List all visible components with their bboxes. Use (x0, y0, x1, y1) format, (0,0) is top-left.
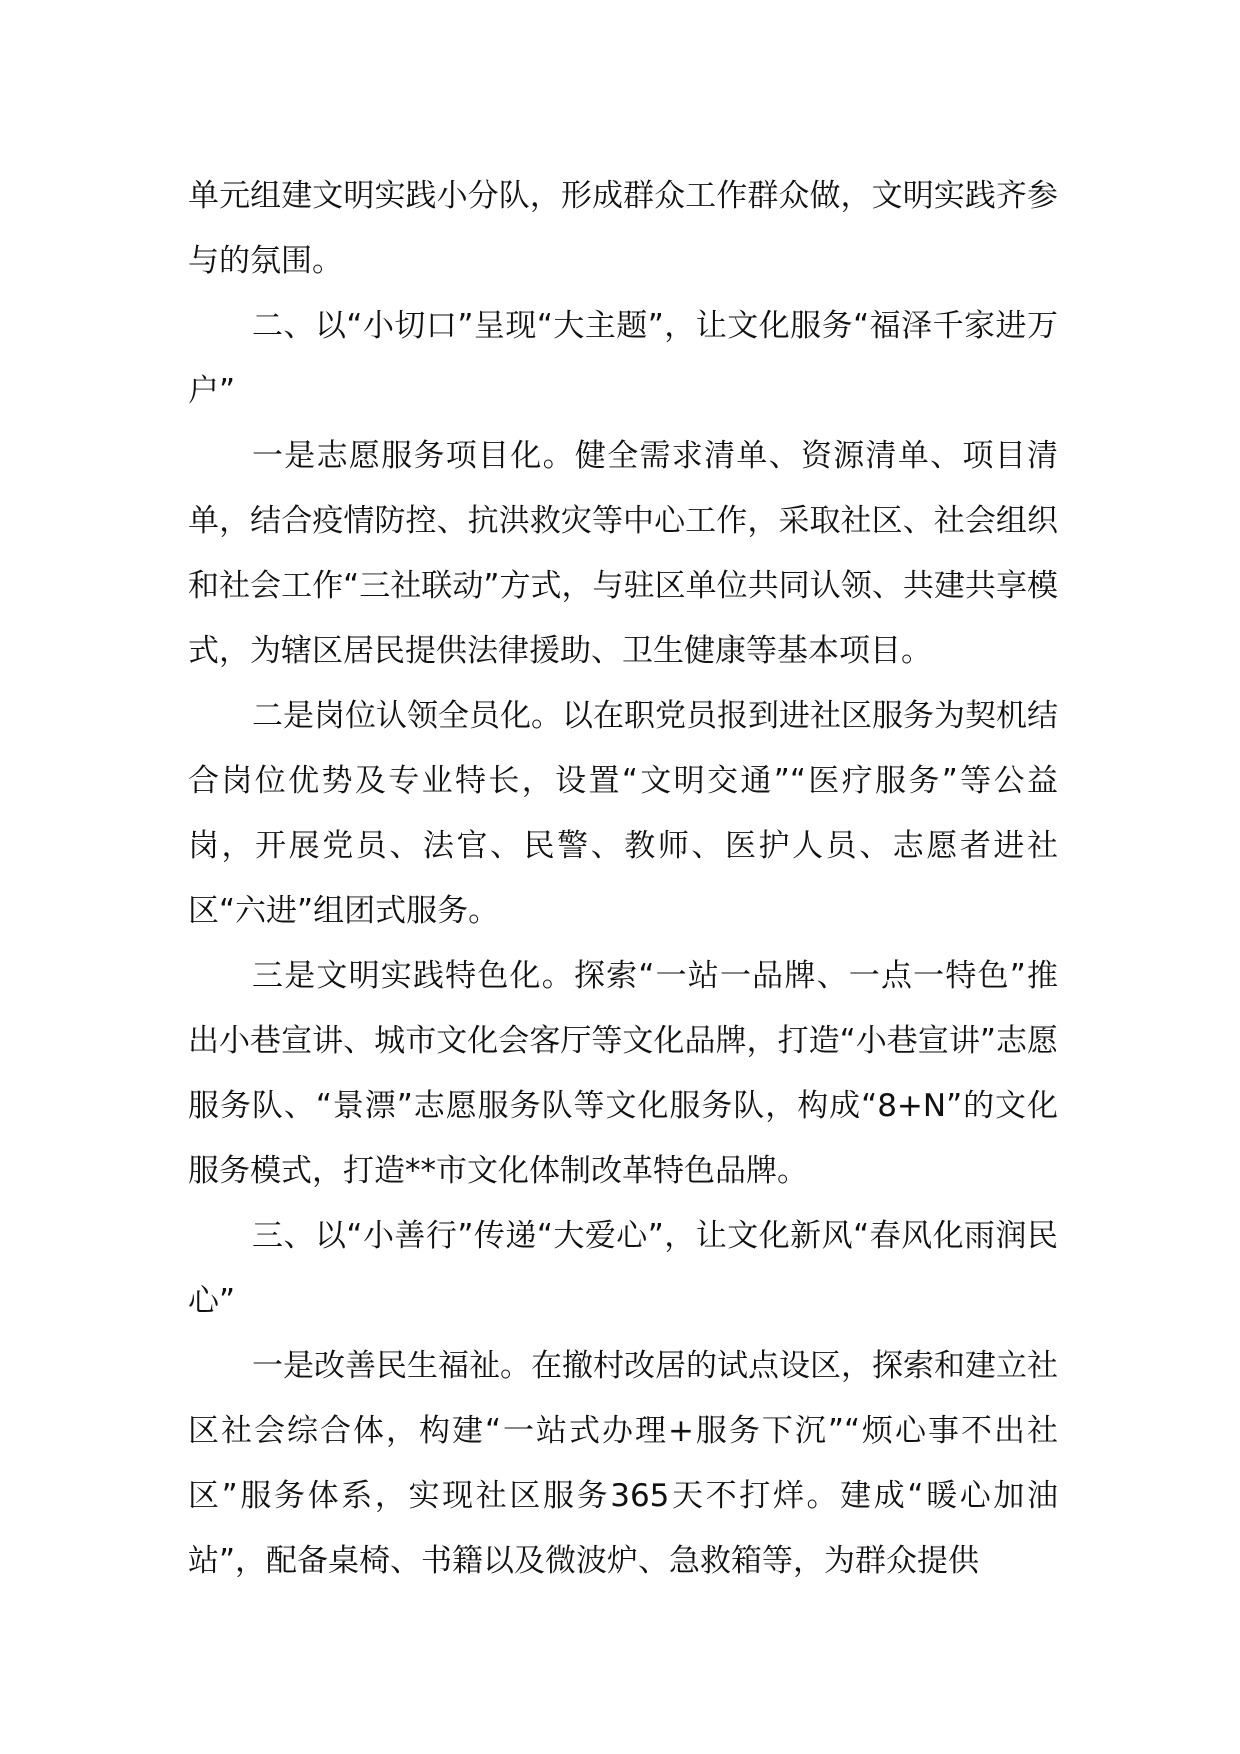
paragraph-livelihood: 一是改善民生福祉。在撤村改居的试点设区，探索和建立社区社会综合体，构建“一站式办理+服务下沉”“烦心事不出社区”服务体系，实现社区服务365天不打烊。建成“暖心加油站”，配备桌椅、书籍以及微波炉、急救箱等，为群众提供 (188, 1348, 1058, 1579)
paragraph-continuation: 单元组建文明实践小分队，形成群众工作群众做，文明实践齐参与的氛围。 (188, 178, 1058, 279)
section-heading-two: 二、以“小切口”呈现“大主题”，让文化服务“福泽千家进万户” (188, 308, 1058, 409)
section-heading-three: 三、以“小善行”传递“大爱心”，让文化新风“春风化雨润民心” (188, 1218, 1058, 1319)
paragraph-post-adoption: 二是岗位认领全员化。以在职党员报到进社区服务为契机结合岗位优势及专业特长，设置“文明交通”“医疗服务”等公益岗，开展党员、法官、民警、教师、医护人员、志愿者进社区“六进”组团式服务。 (188, 698, 1058, 929)
document-body (188, 164, 1058, 1594)
paragraph-volunteer-service: 一是志愿服务项目化。健全需求清单、资源清单、项目清单，结合疫情防控、抗洪救灾等中心工作，采取社区、社会组织和社会工作“三社联动”方式，与驻区单位共同认领、共建共享模式，为辖区居民提供法律援助、卫生健康等基本项目。 (188, 438, 1058, 669)
paragraph-civilization-practice: 三是文明实践特色化。探索“一站一品牌、一点一特色”推出小巷宣讲、城市文化会客厅等文化品牌，打造“小巷宣讲”志愿服务队、“景漂”志愿服务队等文化服务队，构成“8+N”的文化服务模式，打造**市文化体制改革特色品牌。 (188, 958, 1058, 1189)
